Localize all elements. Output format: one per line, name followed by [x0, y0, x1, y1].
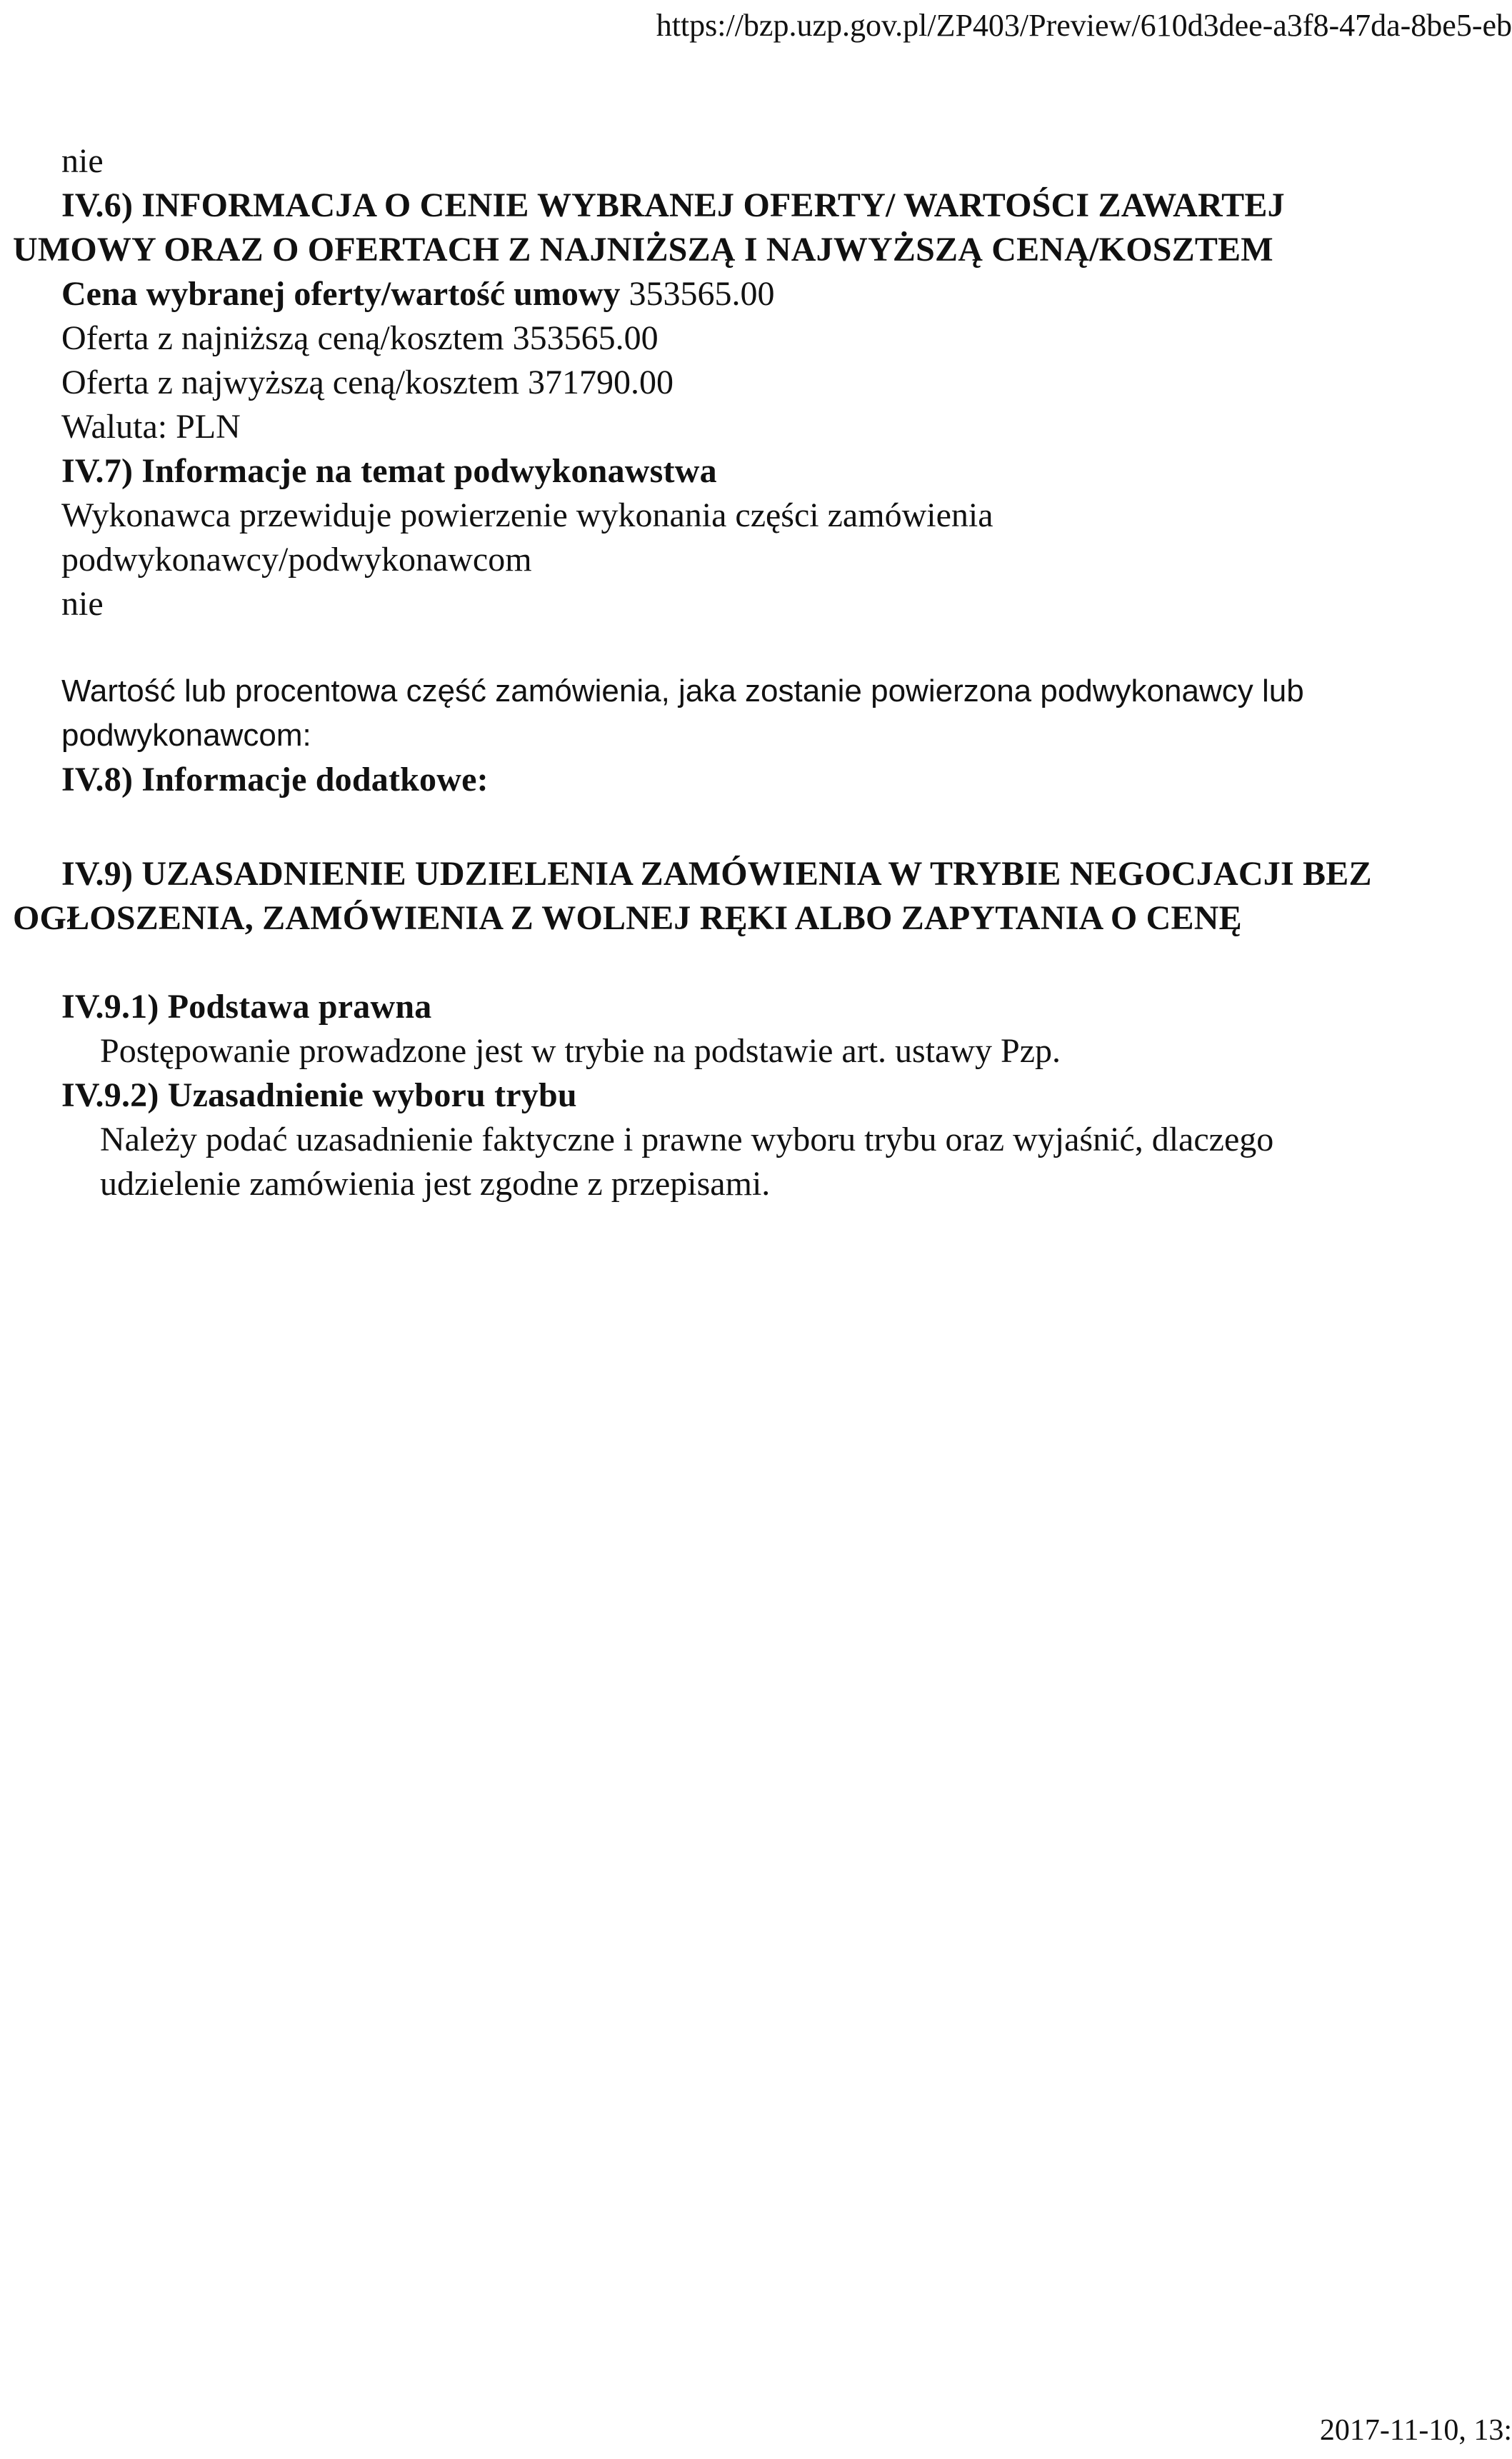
- section-iv9-2-heading: IV.9.2) Uzasadnienie wyboru trybu: [61, 1076, 577, 1114]
- lowest-offer-label: Oferta z najniższą ceną/kosztem: [61, 319, 504, 357]
- section-iv9-1-heading: IV.9.1) Podstawa prawna: [61, 988, 432, 1026]
- highest-offer-row: [61, 361, 674, 404]
- currency-label: Waluta:: [61, 408, 168, 446]
- selected-offer-value: 353565.00: [629, 275, 775, 313]
- currency-value: PLN: [176, 408, 241, 446]
- section-iv6-heading-line1: IV.6) INFORMACJA O CENIE WYBRANEJ OFERTY/ WARTOŚCI ZAWARTEJ: [61, 186, 1285, 224]
- section-iv6-heading-line2: UMOWY ORAZ O OFERTACH Z NAJNIŻSZĄ I NAJWYŻSZĄ CENĄ/KOSZTEM: [13, 231, 1273, 269]
- selected-offer-label: Cena wybranej oferty/wartość umowy: [61, 275, 621, 313]
- subcontract-question-line2: podwykonawcy/podwykonawcom: [61, 541, 532, 579]
- legal-basis-text: Postępowanie prowadzone jest w trybie na podstawie art. ustawy Pzp.: [100, 1032, 1061, 1070]
- justification-line1: Należy podać uzasadnienie faktyczne i prawne wyboru trybu oraz wyjaśnić, dlaczego: [100, 1121, 1274, 1158]
- page-url: https://bzp.uzp.gov.pl/ZP403/Preview/610d3dee-a3f8-47da-8be5-eb: [656, 8, 1512, 43]
- subcontract-answer: nie: [61, 585, 104, 623]
- lowest-offer-row: [61, 317, 659, 360]
- justification-line2: udzielenie zamówienia jest zgodne z przepisami.: [100, 1165, 771, 1203]
- subcontract-share-line2: podwykonawcom:: [61, 718, 311, 753]
- section-iv7-heading: IV.7) Informacje na temat podwykonawstwa: [61, 452, 717, 490]
- subcontract-question-line1: Wykonawca przewiduje powierzenie wykonania części zamówienia: [61, 496, 993, 534]
- selected-offer-row: [61, 273, 775, 316]
- section-iv9-heading-line1: IV.9) UZASADNIENIE UDZIELENIA ZAMÓWIENIA W TRYBIE NEGOCJACJI BEZ: [61, 855, 1372, 893]
- lowest-offer-value: 353565.00: [512, 319, 659, 357]
- currency-row: [61, 406, 241, 449]
- print-timestamp: 2017-11-10, 13:: [1319, 2414, 1512, 2447]
- previous-answer: nie: [61, 142, 104, 180]
- section-iv8-heading: IV.8) Informacje dodatkowe:: [61, 761, 489, 798]
- section-iv9-heading-line2: OGŁOSZENIA, ZAMÓWIENIA Z WOLNEJ RĘKI ALBO ZAPYTANIA O CENĘ: [13, 899, 1242, 937]
- highest-offer-value: 371790.00: [528, 364, 674, 401]
- highest-offer-label: Oferta z najwyższą ceną/kosztem: [61, 364, 519, 401]
- subcontract-share-line1: Wartość lub procentowa część zamówienia, jaka zostanie powierzona podwykonawcy lub: [61, 673, 1304, 708]
